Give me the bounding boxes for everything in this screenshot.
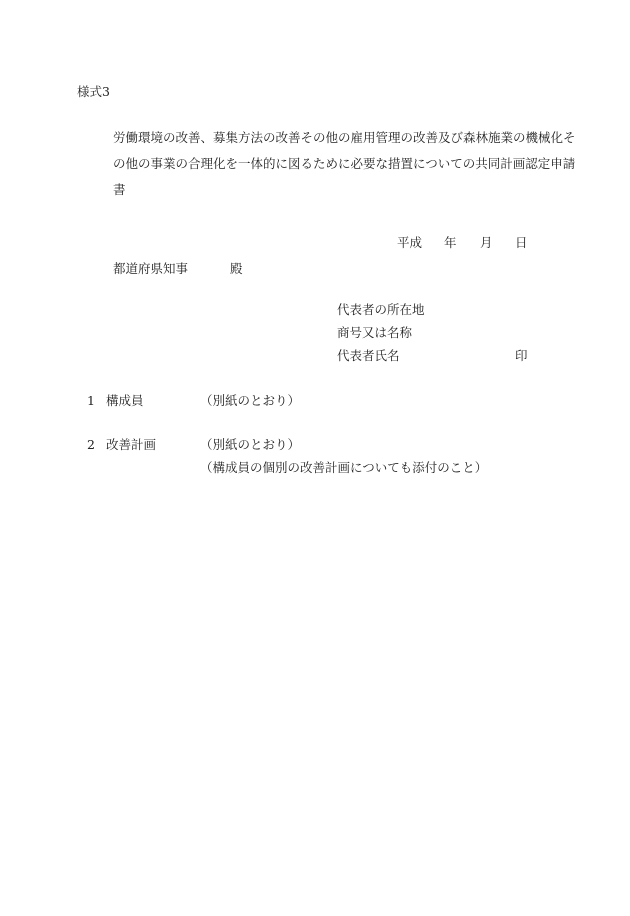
title-line: の他の事業の合理化を一体的に図るために必要な措置についての共同計画認定申請 [113, 156, 576, 171]
applicant-company-label: 商号又は名称 [337, 325, 413, 340]
applicant-address-label: 代表者の所在地 [337, 302, 425, 317]
item-label: 構成員 [106, 393, 144, 408]
date-month-unit: 月 [480, 235, 493, 250]
applicant-name-label: 代表者氏名 [337, 348, 400, 363]
addressee-honorific: 殿 [230, 261, 243, 276]
title-line: 書 [113, 182, 126, 197]
document-title [113, 125, 576, 203]
item-label: 改善計画 [106, 437, 157, 452]
seal-mark: 印 [515, 348, 528, 363]
date-era: 平成 [397, 235, 423, 250]
form-label: 様式3 [77, 84, 110, 99]
title-line: 労働環境の改善、募集方法の改善その他の雇用管理の改善及び森林施業の機械化そ [113, 130, 576, 145]
item-number: 2 [87, 437, 95, 452]
date-day-unit: 日 [515, 235, 528, 250]
addressee-name: 都道府県知事 [113, 261, 189, 276]
item-note: （別紙のとおり） [200, 437, 301, 452]
item-note: （構成員の個別の改善計画についても添付のこと） [200, 460, 488, 475]
item-number: 1 [87, 393, 95, 408]
item-note: （別紙のとおり） [200, 393, 301, 408]
date-year-unit: 年 [444, 235, 457, 250]
